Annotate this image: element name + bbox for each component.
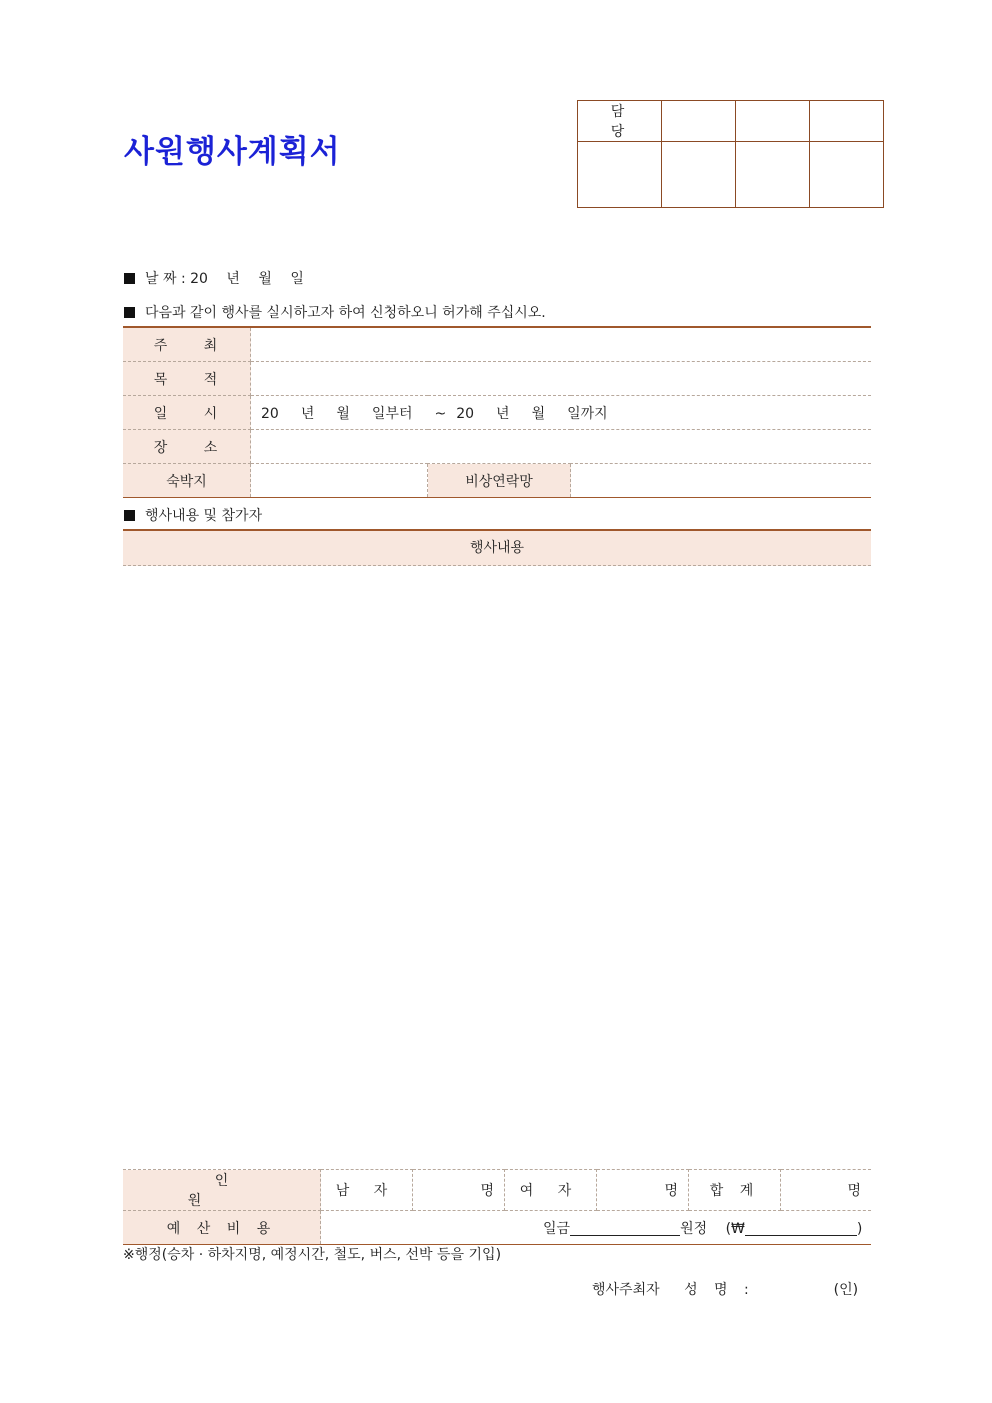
start-day-label: 일부터 xyxy=(371,405,413,422)
end-year-label: 년 xyxy=(496,405,510,422)
square-bullet-icon xyxy=(124,307,135,318)
emergency-field[interactable] xyxy=(571,464,872,498)
approval-sign-cell[interactable] xyxy=(810,142,884,208)
end-year: 20 xyxy=(456,405,475,422)
range-tilde: ~ xyxy=(434,405,447,422)
won-blank[interactable] xyxy=(745,1221,857,1236)
emergency-label: 비상연락망 xyxy=(428,464,571,498)
host-signature-label: 행사주최자 xyxy=(592,1282,660,1298)
budget-label: 예 산 비 용 xyxy=(123,1211,321,1245)
date-line xyxy=(124,268,304,288)
amount-blank[interactable] xyxy=(570,1221,680,1236)
lodging-field[interactable] xyxy=(251,464,428,498)
approval-sign-cell[interactable] xyxy=(736,142,810,208)
date-day-label: 일 xyxy=(290,271,304,287)
date-prefix: 날 짜 : xyxy=(145,271,191,287)
approval-header-cell xyxy=(662,101,736,142)
host-label: 주 최 xyxy=(123,327,251,362)
approval-sign-cell[interactable] xyxy=(578,142,662,208)
purpose-field[interactable] xyxy=(251,362,872,396)
content-area[interactable] xyxy=(123,566,871,1166)
start-month-label: 월 xyxy=(336,405,350,422)
approval-header-cell xyxy=(810,101,884,142)
date-year: 20 xyxy=(190,271,208,287)
approval-label: 담 당 xyxy=(578,101,662,142)
seal-label: (인) xyxy=(833,1282,859,1298)
approval-sign-cell[interactable] xyxy=(662,142,736,208)
request-line xyxy=(124,302,546,322)
budget-field[interactable] xyxy=(321,1211,872,1245)
approval-box xyxy=(577,100,884,208)
square-bullet-icon xyxy=(124,273,135,284)
amount-suffix: 원정 xyxy=(680,1220,708,1237)
section-heading-text: 행사내용 및 참가자 xyxy=(145,508,263,524)
document-title: 사원행사계획서 xyxy=(124,134,341,170)
start-year: 20 xyxy=(261,405,279,422)
approval-header-cell xyxy=(736,101,810,142)
purpose-label: 목 적 xyxy=(123,362,251,396)
lodging-label: 숙박지 xyxy=(123,464,251,498)
total-label: 합 계 xyxy=(689,1170,781,1211)
datetime-label: 일 시 xyxy=(123,396,251,430)
note-text: ※행정(승차 · 하차지명, 예정시간, 철도, 버스, 선박 등을 기입) xyxy=(123,1247,502,1263)
date-month-label: 월 xyxy=(258,271,272,287)
place-label: 장 소 xyxy=(123,430,251,464)
people-label: 인 원 xyxy=(123,1170,321,1211)
content-header: 행사내용 xyxy=(123,529,871,566)
won-close: ) xyxy=(856,1220,863,1237)
date-year-label: 년 xyxy=(226,271,240,287)
place-field[interactable] xyxy=(251,430,872,464)
end-day-label: 일까지 xyxy=(567,405,608,422)
datetime-field[interactable] xyxy=(251,396,872,430)
amount-prefix: 일금 xyxy=(543,1220,571,1237)
name-label: 성 명 : xyxy=(684,1282,755,1298)
section-heading xyxy=(124,505,262,525)
host-field[interactable] xyxy=(251,327,872,362)
start-year-label: 년 xyxy=(300,405,315,422)
female-label: 여 자 xyxy=(505,1170,597,1211)
event-info-table xyxy=(123,326,871,498)
male-count[interactable]: 명 xyxy=(413,1170,505,1211)
square-bullet-icon xyxy=(124,510,135,521)
male-label: 남 자 xyxy=(321,1170,413,1211)
won-open: (₩ xyxy=(725,1220,745,1237)
total-count[interactable]: 명 xyxy=(781,1170,872,1211)
participants-table xyxy=(123,1169,871,1245)
end-month-label: 월 xyxy=(531,405,546,422)
signature-line xyxy=(592,1279,858,1299)
female-count[interactable]: 명 xyxy=(597,1170,689,1211)
request-text: 다음과 같이 행사를 실시하고자 하여 신청하오니 허가해 주십시오. xyxy=(145,305,546,321)
